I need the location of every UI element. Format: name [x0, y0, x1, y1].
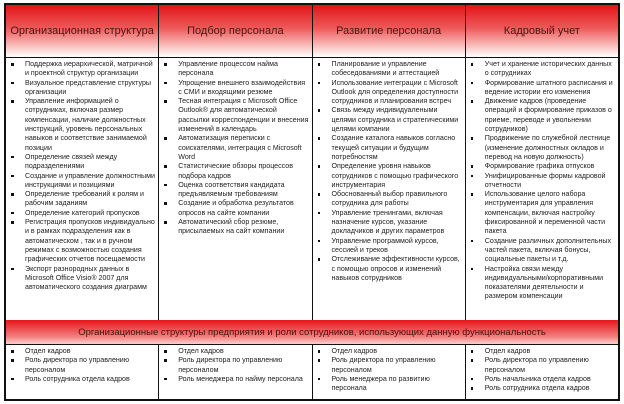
- list-item: Учет и хранение исторических данных о сотрудниках: [485, 60, 615, 79]
- list-item: Роль директора по управлению персоналом: [332, 356, 462, 375]
- list-item: Создание каталога навыков согласно текущей ситуации и будущим потребностям: [332, 134, 462, 162]
- list-item: Определение категорий пропусков: [25, 209, 155, 218]
- list-item: Управление программой курсов, сессией и треков: [332, 237, 462, 256]
- role-list: [6, 344, 158, 384]
- list-item: Формирование графика отпусков: [485, 162, 615, 171]
- role-list: [313, 344, 465, 393]
- list-item: Роль директора по управлению персоналом: [25, 356, 155, 375]
- role-list: [466, 344, 618, 393]
- list-item: Настройка связи между индивидуальными/корпоративными показателями деятельности и размером компенсации: [485, 265, 615, 302]
- list-item: Роль начальника отдела кадров: [485, 375, 615, 384]
- list-item: Использование интеграции с Microsoft Outlook для определения доступности сотрудников и планирования встреч: [332, 79, 462, 107]
- list-item: Автоматический сбор резюме, присылаемых на сайт компании: [178, 218, 308, 237]
- role-list: [159, 344, 311, 384]
- feature-list-cell: [466, 57, 618, 320]
- header-row: [6, 5, 618, 58]
- list-item: Управление тренингами, включая назначение курсов, указание докладчиков и других параметров: [332, 209, 462, 237]
- roles-row: [6, 344, 618, 399]
- list-item: Роль сотрудника отдела кадров: [25, 375, 155, 384]
- feature-list-cell: [313, 57, 466, 320]
- list-item: Экспорт разнородных данных в Microsoft Office Visio® 2007 для автоматического создания диаграмм: [25, 265, 155, 293]
- list-item: Определение связей между подразделениями: [25, 153, 155, 172]
- list-item: Оценка соответствия кандидата предъявляемым требованиям: [178, 181, 308, 200]
- role-list-cell: [159, 344, 312, 399]
- list-item: Отслеживание эффективности курсов, с помощью опросов и изменений навыков сотрудников: [331, 255, 460, 282]
- list-item: Роль менеджера по найму персонала: [178, 375, 308, 384]
- list-item: Определение уровня навыков сотрудников с помощью графического инструментария: [332, 162, 462, 190]
- list-item: Управление информацией о сотрудниках, включая размер компенсации, наличие должностных инструкций, уровень персональных навыков и соответствие занимаемой позиции: [25, 97, 155, 153]
- list-item: Роль директора по управлению персоналом: [178, 356, 308, 375]
- role-list-cell: [6, 344, 159, 399]
- features-row: [6, 57, 618, 321]
- feature-list: [313, 57, 465, 283]
- list-item: Создание и обработка результатов опросов на сайте компании: [178, 199, 308, 218]
- list-item: Отдел кадров: [485, 347, 615, 356]
- role-list-cell: [313, 344, 466, 399]
- list-item: Поддержка иерархической, матричной и проектной структур организации: [25, 60, 155, 79]
- list-item: Обоснованный выбор правильного сотрудника для работы: [332, 190, 462, 209]
- list-item: Связь между индивидуалеными целями сотрудника и стратегическими целями компании: [332, 106, 462, 134]
- list-item: Роль директора по управлению персоналом: [485, 356, 615, 375]
- list-item: Создание и управление должностными инструкциями и позициями: [25, 171, 155, 189]
- list-item: Отдел кадров: [332, 347, 462, 356]
- roles-band: [6, 320, 618, 345]
- feature-list-cell: [159, 57, 312, 320]
- column-header: Подбор персонала: [159, 5, 312, 57]
- roles-band-title: Организационные структуры предприятия и роли сотрудников, использующих данную функциональность: [78, 326, 546, 338]
- list-item: Регистрация пропусков индивидуально и в рамках подразделения как в автоматическом , так и в ручном режимах с возможностью создания графических отчетов посещаемости: [25, 218, 155, 264]
- list-item: Визуальное представление структуры организации: [25, 79, 155, 98]
- list-item: Создание различных дополнительных частей пакета, включая бонусы, социальные пакеты и т.д.: [485, 237, 615, 265]
- list-item: Унифицированные формы кадровой отчетности: [485, 172, 615, 191]
- feature-list: [466, 57, 618, 302]
- list-item: Использование целого набора инструментария для управления компенсации, включая настройку фиксированной и переменной части пакета: [485, 190, 615, 236]
- list-item: Формирование штатного расписания и ведение истории его изменения: [485, 79, 615, 98]
- feature-list-cell: [6, 57, 159, 320]
- feature-list: [159, 57, 311, 237]
- list-item: Управление процессом найма персонала: [178, 60, 308, 79]
- list-item: Роль менеджера по развитию персонала: [332, 375, 462, 394]
- list-item: Автоматизация переписки с соискателями, интеграция с Microsoft Word: [178, 134, 308, 162]
- list-item: Движение кадров (проведение операций и формирование приказов о приеме, переводе и увольнении сотрудников): [485, 97, 615, 134]
- list-item: Продвижение по служебной лестнице (изменение должностных окладов и перевод на новую должность): [485, 134, 615, 162]
- list-item: Упрощение внешнего взаимодействия с СМИ и входящими резюме: [178, 79, 308, 98]
- role-list-cell: [466, 344, 618, 399]
- column-header: Организационная структура: [6, 5, 159, 57]
- list-item: Определение требований к ролям и рабочим заданиям: [25, 190, 155, 209]
- column-header: Кадровый учет: [466, 5, 618, 57]
- list-item: Отдел кадров: [25, 347, 155, 356]
- feature-table: [4, 3, 620, 401]
- list-item: Отдел кадров: [178, 347, 308, 356]
- list-item: Тесная интеграция с Microsoft Office Outlook® для автоматической рассылки корреспонденции и внесения изменений в календарь: [178, 97, 309, 134]
- feature-list: [6, 57, 158, 292]
- list-item: Планирование и управление собеседованиями и аттестацией: [332, 60, 462, 79]
- column-header: Развитие персонала: [313, 5, 466, 57]
- list-item: Роль сотрудника отдела кадров: [485, 384, 615, 393]
- list-item: Статистические обзоры процессов подбора кадров: [178, 162, 308, 181]
